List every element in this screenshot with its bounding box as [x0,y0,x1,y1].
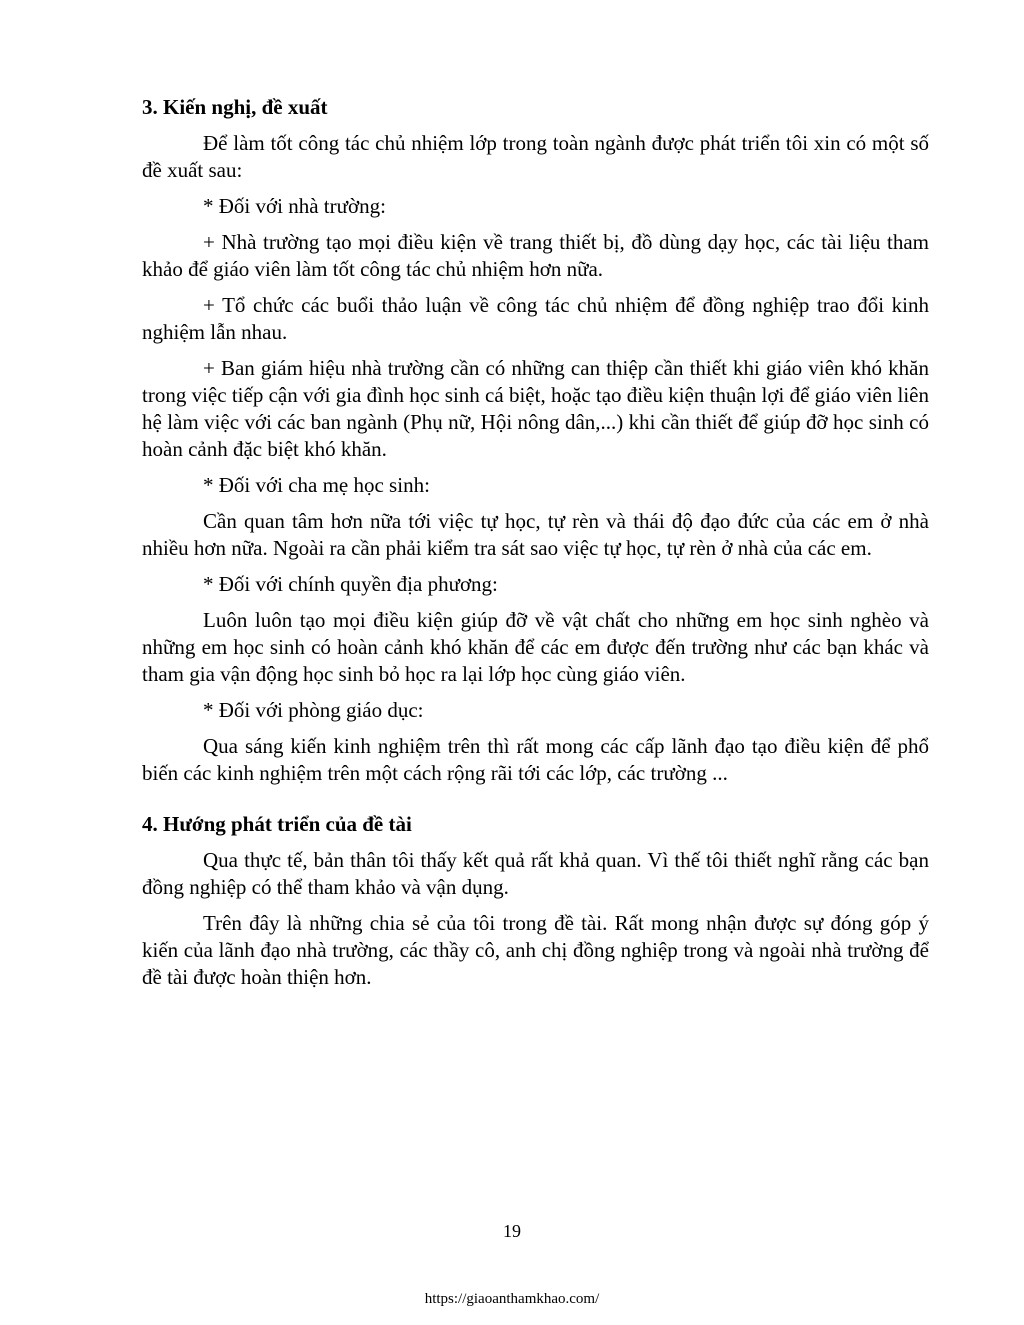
paragraph: + Tổ chức các buổi thảo luận về công tác chủ nhiệm để đồng nghiệp trao đổi kinh nghiệm lẫn nhau. [142,293,929,344]
footer-url: https://giaoanthamkhao.com/ [424,1291,600,1307]
paragraph: Cần quan tâm hơn nữa tới việc tự học, tự rèn và thái độ đạo đức của các em ở nhà nhiều hơn nữa. Ngoài ra cần phải kiểm tra sát sao việc tự học, tự rèn ở nhà của các em. [142,509,929,560]
section-heading-development: 4. Hướng phát triển của đề tài [142,812,412,836]
paragraph: * Đối với cha mẹ học sinh: [203,473,430,497]
paragraph: Qua sáng kiến kinh nghiệm trên thì rất mong các cấp lãnh đạo tạo điều kiện để phổ biến các kinh nghiệm trên một cách rộng rãi tới các lớp, các trường ... [142,734,929,785]
paragraph: Qua thực tế, bản thân tôi thấy kết quả rất khả quan. Vì thế tôi thiết nghĩ rằng các bạn đồng nghiệp có thể tham khảo và vận dụng. [142,848,929,899]
paragraph: Trên đây là những chia sẻ của tôi trong đề tài. Rất mong nhận được sự đóng góp ý kiến của lãnh đạo nhà trường, các thầy cô, anh chị đồng nghiệp trong và ngoài nhà trường để đề tài được hoàn thiện hơn. [142,911,929,989]
paragraph: + Ban giám hiệu nhà trường cần có những can thiệp cần thiết khi giáo viên khó khăn trong việc tiếp cận với gia đình học sinh cá biệt, hoặc tạo điều kiện thuận lợi để giáo viên liên hệ làm việc với các ban ngành (Phụ nữ, Hội nông dân,...) khi cần thiết để giúp đỡ học sinh có hoàn cảnh đặc biệt khó khăn. [142,356,929,461]
paragraph: * Đối với phòng giáo dục: [203,698,424,722]
paragraph: * Đối với nhà trường: [203,194,386,218]
section-heading-recommendations: 3. Kiến nghị, đề xuất [142,95,328,119]
paragraph: Luôn luôn tạo mọi điều kiện giúp đỡ về vật chất cho những em học sinh nghèo và những em học sinh có hoàn cảnh khó khăn để các em được đến trường như các bạn khác và tham gia vận động học sinh bỏ học ra lại lớp học cùng giáo viên. [142,608,929,686]
page-number: 19 [503,1221,521,1241]
paragraph: * Đối với chính quyền địa phương: [203,572,498,596]
paragraph: Để làm tốt công tác chủ nhiệm lớp trong toàn ngành được phát triển tôi xin có một số đề xuất sau: [142,131,929,182]
paragraph: + Nhà trường tạo mọi điều kiện về trang thiết bị, đồ dùng dạy học, các tài liệu tham khảo để giáo viên làm tốt công tác chủ nhiệm hơn nữa. [142,230,929,281]
document-body [142,94,929,1000]
